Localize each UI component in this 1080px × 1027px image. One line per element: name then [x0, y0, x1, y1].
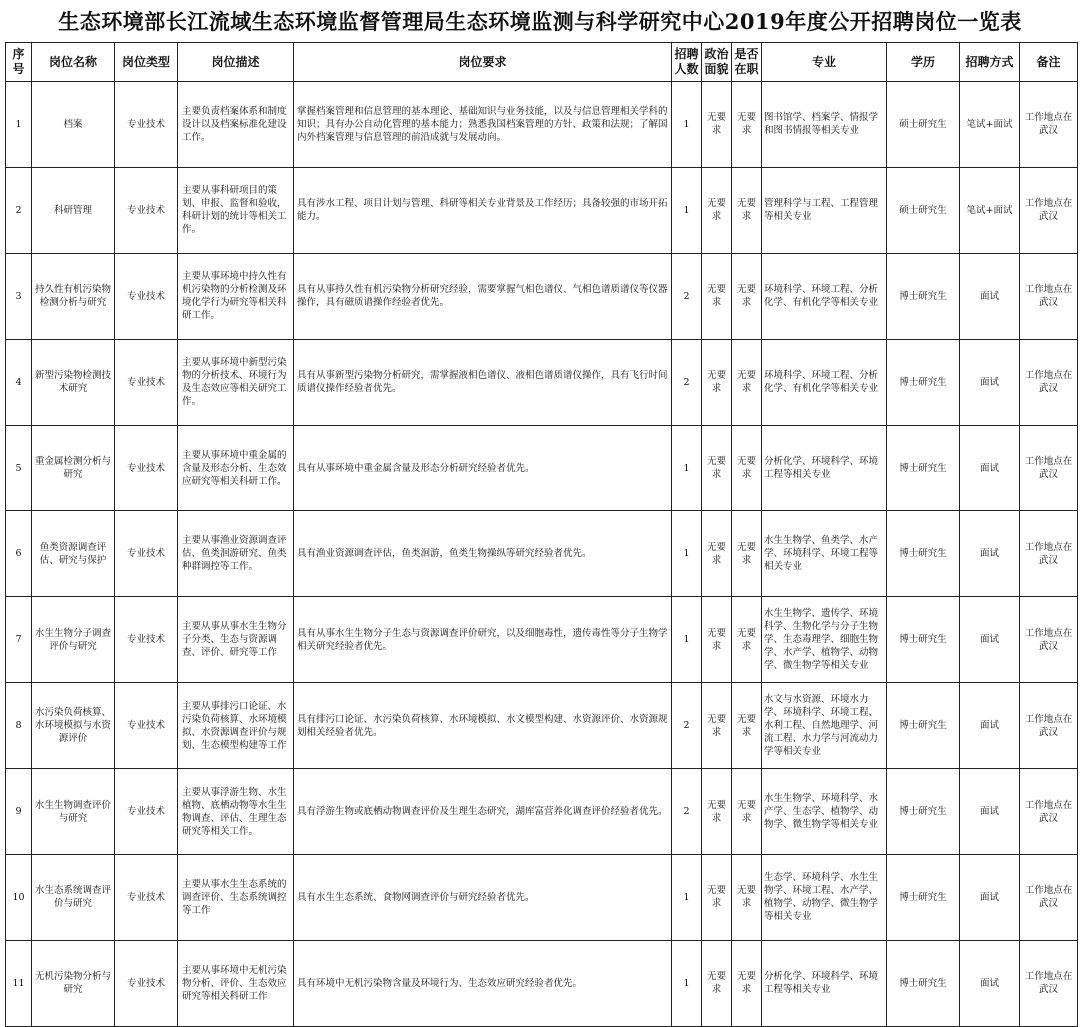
header-edu: 学历	[887, 43, 960, 82]
cell-note: 工作地点在武汉	[1020, 82, 1078, 168]
cell-desc: 主要从事浮游生物、水生植物、底栖动物等水生生物调查、评估、生理生态研究等相关工作。	[178, 769, 294, 855]
cell-type: 专业技术	[115, 597, 178, 683]
cell-req: 掌握档案管理和信息管理的基本理论、基础知识与业务技能，以及与信息管理相关学科的知识；具有办公自动化管理的基本能力；熟悉我国档案管理的方针、政策和法规；了解国内外档案管理与信息管理的前沿成就与发展动向。	[294, 82, 672, 168]
cell-type: 专业技术	[115, 339, 178, 425]
cell-req: 具有水生生态系统、食物网调查评价与研究经验者优先。	[294, 855, 672, 941]
cell-count: 2	[672, 769, 702, 855]
header-count: 招聘人数	[672, 43, 702, 82]
cell-type: 专业技术	[115, 940, 178, 1026]
header-method: 招聘方式	[960, 43, 1020, 82]
cell-edu: 硕士研究生	[887, 167, 960, 253]
cell-edu: 硕士研究生	[887, 82, 960, 168]
table-row	[6, 253, 1078, 339]
cell-name: 科研管理	[32, 167, 115, 253]
cell-politics: 无要求	[702, 82, 732, 168]
cell-politics: 无要求	[702, 683, 732, 769]
cell-edu: 博士研究生	[887, 425, 960, 511]
cell-type: 专业技术	[115, 425, 178, 511]
cell-note: 工作地点在武汉	[1020, 769, 1078, 855]
cell-count: 1	[672, 82, 702, 168]
header-name: 岗位名称	[32, 43, 115, 82]
cell-employed: 无要求	[732, 683, 762, 769]
header-no: 序号	[6, 43, 32, 82]
table-row	[6, 683, 1078, 769]
cell-count: 1	[672, 425, 702, 511]
cell-note: 工作地点在武汉	[1020, 940, 1078, 1026]
cell-req: 具有从事新型污染物分析研究，需掌握液相色谱仪、液相色谱质谱仪操作，具有飞行时间质谱仪操作经验者优先。	[294, 339, 672, 425]
cell-major: 生态学、环境科学、水生生物学、环境工程、水产学、植物学、动物学、微生物学等相关专业	[762, 855, 887, 941]
cell-desc: 主要从事环境中新型污染物的分析技术、环境行为及生态效应等相关研究工作。	[178, 339, 294, 425]
cell-name: 无机污染物分析与研究	[32, 940, 115, 1026]
header-note: 备注	[1020, 43, 1078, 82]
cell-desc: 主要从事排污口论证、水污染负荷核算、水环境模拟、水资源调查评价与规划、生态模型构建等工作	[178, 683, 294, 769]
cell-no: 11	[6, 940, 32, 1026]
table-row	[6, 339, 1078, 425]
cell-note: 工作地点在武汉	[1020, 425, 1078, 511]
header-major: 专业	[762, 43, 887, 82]
cell-desc: 主要从事水生生态系统的调查评价、生态系统调控等工作	[178, 855, 294, 941]
cell-edu: 博士研究生	[887, 940, 960, 1026]
cell-edu: 博士研究生	[887, 597, 960, 683]
cell-count: 1	[672, 597, 702, 683]
table-row	[6, 82, 1078, 168]
cell-employed: 无要求	[732, 511, 762, 597]
cell-count: 2	[672, 339, 702, 425]
page-title: 生态环境部长江流域生态环境监督管理局生态环境监测与科学研究中心2019年度公开招聘岗位一览表	[58, 9, 1022, 34]
header-type: 岗位类型	[115, 43, 178, 82]
cell-no: 6	[6, 511, 32, 597]
header-req: 岗位要求	[294, 43, 672, 82]
cell-edu: 博士研究生	[887, 769, 960, 855]
cell-politics: 无要求	[702, 425, 732, 511]
cell-major: 环境科学、环境工程、分析化学、有机化学等相关专业	[762, 339, 887, 425]
cell-politics: 无要求	[702, 253, 732, 339]
cell-note: 工作地点在武汉	[1020, 597, 1078, 683]
cell-politics: 无要求	[702, 167, 732, 253]
cell-employed: 无要求	[732, 425, 762, 511]
cell-method: 面试	[960, 511, 1020, 597]
cell-employed: 无要求	[732, 82, 762, 168]
table-row	[6, 511, 1078, 597]
cell-no: 3	[6, 253, 32, 339]
cell-desc: 主要从事环境中重金属的含量及形态分析、生态效应研究等相关科研工作。	[178, 425, 294, 511]
cell-major: 分析化学、环境科学、环境工程等相关专业	[762, 425, 887, 511]
cell-req: 具有浮游生物或底栖动物调查评价及生理生态研究，湖库富营养化调查评价经验者优先。	[294, 769, 672, 855]
cell-no: 8	[6, 683, 32, 769]
cell-req: 具有从事水生生物分子生态与资源调查评价研究，以及细胞毒性，遗传毒性等分子生物学相关研究经验者优先。	[294, 597, 672, 683]
cell-count: 1	[672, 855, 702, 941]
header-politics: 政治面貌	[702, 43, 732, 82]
cell-count: 1	[672, 167, 702, 253]
cell-req: 具有渔业资源调查评估，鱼类洄游，鱼类生物操纵等研究经验者优先。	[294, 511, 672, 597]
cell-employed: 无要求	[732, 769, 762, 855]
cell-name: 档案	[32, 82, 115, 168]
cell-employed: 无要求	[732, 253, 762, 339]
table-row	[6, 769, 1078, 855]
cell-no: 1	[6, 82, 32, 168]
cell-type: 专业技术	[115, 253, 178, 339]
cell-major: 水生生物学、遗传学、环境科学、生物化学与分子生物学、生态毒理学、细胞生物学、水产学、植物学、动物学、微生物学等相关专业	[762, 597, 887, 683]
cell-method: 面试	[960, 597, 1020, 683]
header-row	[6, 43, 1078, 82]
cell-note: 工作地点在武汉	[1020, 167, 1078, 253]
cell-edu: 博士研究生	[887, 253, 960, 339]
header-desc: 岗位描述	[178, 43, 294, 82]
cell-name: 水生生物调查评价与研究	[32, 769, 115, 855]
cell-type: 专业技术	[115, 167, 178, 253]
cell-method: 面试	[960, 425, 1020, 511]
cell-count: 1	[672, 511, 702, 597]
cell-edu: 博士研究生	[887, 511, 960, 597]
table-row	[6, 167, 1078, 253]
cell-type: 专业技术	[115, 683, 178, 769]
cell-politics: 无要求	[702, 769, 732, 855]
cell-method: 笔试+面试	[960, 167, 1020, 253]
cell-method: 面试	[960, 769, 1020, 855]
table-row	[6, 940, 1078, 1026]
cell-req: 具有排污口论证、水污染负荷核算、水环境模拟、水文模型构建、水资源评价、水资源规划相关经验者优先。	[294, 683, 672, 769]
cell-major: 环境科学、环境工程、分析化学、有机化学等相关专业	[762, 253, 887, 339]
cell-politics: 无要求	[702, 339, 732, 425]
cell-politics: 无要求	[702, 511, 732, 597]
cell-no: 9	[6, 769, 32, 855]
cell-no: 7	[6, 597, 32, 683]
recruitment-table	[5, 42, 1078, 1027]
cell-employed: 无要求	[732, 597, 762, 683]
cell-politics: 无要求	[702, 597, 732, 683]
cell-no: 5	[6, 425, 32, 511]
cell-note: 工作地点在武汉	[1020, 511, 1078, 597]
table-row	[6, 597, 1078, 683]
table-row	[6, 425, 1078, 511]
cell-method: 笔试+面试	[960, 82, 1020, 168]
cell-count: 2	[672, 253, 702, 339]
cell-employed: 无要求	[732, 339, 762, 425]
table-row	[6, 855, 1078, 941]
cell-method: 面试	[960, 339, 1020, 425]
cell-major: 管理科学与工程、工程管理等相关专业	[762, 167, 887, 253]
cell-req: 具有从事环境中重金属含量及形态分析研究经验者优先。	[294, 425, 672, 511]
cell-desc: 主要从事从事水生生物分子分类、生态与资源调查、评价、研究等工作	[178, 597, 294, 683]
cell-name: 鱼类资源调查评估、研究与保护	[32, 511, 115, 597]
cell-edu: 博士研究生	[887, 683, 960, 769]
cell-type: 专业技术	[115, 855, 178, 941]
cell-no: 4	[6, 339, 32, 425]
cell-employed: 无要求	[732, 855, 762, 941]
cell-employed: 无要求	[732, 167, 762, 253]
cell-method: 面试	[960, 253, 1020, 339]
cell-desc: 主要从事科研项目的策划、申报、监督和验收，科研计划的统计等相关工作。	[178, 167, 294, 253]
cell-desc: 主要负责档案体系和制度设计以及档案标准化建设工作。	[178, 82, 294, 168]
cell-count: 2	[672, 683, 702, 769]
cell-no: 2	[6, 167, 32, 253]
cell-note: 工作地点在武汉	[1020, 855, 1078, 941]
cell-no: 10	[6, 855, 32, 941]
cell-note: 工作地点在武汉	[1020, 339, 1078, 425]
cell-desc: 主要从事环境中无机污染物分析、评价、生态效应研究等相关科研工作	[178, 940, 294, 1026]
cell-type: 专业技术	[115, 82, 178, 168]
cell-major: 水生生物学、鱼类学、水产学、环境科学、环境工程等相关专业	[762, 511, 887, 597]
cell-type: 专业技术	[115, 769, 178, 855]
cell-major: 图书馆学、档案学、情报学和图书情报等相关专业	[762, 82, 887, 168]
cell-desc: 主要从事环境中持久性有机污染物的分析检测及环境化学行为研究等相关科研工作。	[178, 253, 294, 339]
cell-name: 水污染负荷核算、水环境模拟与水资源评价	[32, 683, 115, 769]
cell-major: 水生生物学、环境科学、水产学、生态学、植物学、动物学、微生物学等相关专业	[762, 769, 887, 855]
cell-edu: 博士研究生	[887, 339, 960, 425]
cell-method: 面试	[960, 855, 1020, 941]
cell-note: 工作地点在武汉	[1020, 253, 1078, 339]
cell-major: 水文与水资源、环境水力学、环境科学、环境工程、水利工程、自然地理学、河流工程、水力学与河流动力学等相关专业	[762, 683, 887, 769]
cell-employed: 无要求	[732, 940, 762, 1026]
cell-name: 新型污染物检测技术研究	[32, 339, 115, 425]
cell-politics: 无要求	[702, 940, 732, 1026]
cell-req: 具有涉水工程、项目计划与管理、科研等相关专业背景及工作经历；具备较强的市场开拓能力。	[294, 167, 672, 253]
cell-major: 分析化学、环境科学、环境工程等相关专业	[762, 940, 887, 1026]
cell-req: 具有环境中无机污染物含量及环境行为、生态效应研究经验者优先。	[294, 940, 672, 1026]
cell-name: 重金属检测分析与研究	[32, 425, 115, 511]
cell-req: 具有从事持久性有机污染物分析研究经验，需要掌握气相色谱仪、气相色谱质谱仪等仪器操作，具有磁质谱操作经验者优先。	[294, 253, 672, 339]
cell-note: 工作地点在武汉	[1020, 683, 1078, 769]
cell-method: 面试	[960, 940, 1020, 1026]
cell-count: 1	[672, 940, 702, 1026]
cell-politics: 无要求	[702, 855, 732, 941]
cell-desc: 主要从事渔业资源调查评估、鱼类洄游研究、鱼类种群调控等工作。	[178, 511, 294, 597]
header-employed: 是否在职	[732, 43, 762, 82]
cell-name: 水生态系统调查评价与研究	[32, 855, 115, 941]
cell-edu: 博士研究生	[887, 855, 960, 941]
cell-name: 持久性有机污染物检测分析与研究	[32, 253, 115, 339]
cell-type: 专业技术	[115, 511, 178, 597]
cell-name: 水生生物分子调查评价与研究	[32, 597, 115, 683]
cell-method: 面试	[960, 683, 1020, 769]
